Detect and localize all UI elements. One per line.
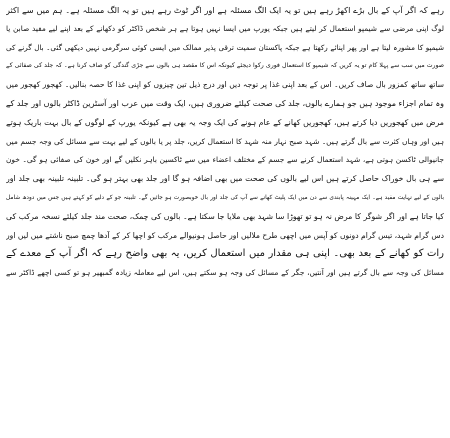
article-line-10: سے ہی بال خوراک حاصل کرتے ہیں اس لیے بالوں کی صحت میں بھی اضافہ ہو گا اور جلد بھی بہتر ہو گی۔ تلبینہ تلبینہ بھی جلد اور — [6, 174, 444, 184]
article-line-9: جانیوالی ٹاکسن ہوتی ہے، شہد استعمال کرنے سے جسم کے مختلف اعضاء میں سے ٹاکسین باہر نکلیں گے اور خون کی صفائی ہو گی۔ خون — [6, 155, 444, 165]
article-line-6: وہ تمام اجزاء موجود ہیں جو ہمارے بالوں، جلد کی صحت کیلئے ضروری ہیں، ایک وقت میں عرب اور آسٹرین ڈاکٹر بالوں اور جلد کے — [6, 98, 444, 108]
article-line-1: رہے کہ اگر آپ کے بال بڑے اکھڑ رہے ہیں تو یہ ایک الگ مسئلہ ہے اور اگر ٹوٹ رہے ہیں تو یہ الگ مسئلہ ہے۔ ہم میں سے اکثر — [6, 5, 444, 15]
article-line-13: دس گرام شہد، تیس گرام دونوں کو آپس میں اچھی طرح ملالیں اور حاصل ہونیوالے مرکب کو اچھا کر کے آدھا چمچ صبح ناشتے میں لیں اور — [6, 230, 444, 240]
article-line-2: لوگ اپنی مرضی سے شیمپو استعمال کر لیتے ہیں جبکہ یورپ میں ایسا نہیں ہوتا ہے ہر شخص ڈاکٹر کو دکھانے کے بعد اپنے لیے مفید صابن یا — [6, 23, 444, 33]
article-line-12: کیا جاتا ہے اور اگر شوگر کا مرض نہ ہو تو تھوڑا سا شہد بھی ملایا جا سکتا ہے۔ بالوں کی چمک، صحت مند جلد کیلئے نسخہ مرکب کی — [6, 211, 444, 221]
article-line-5: ساتھ ساتھ کمزور بال صاف کریں۔ اس کے بعد اپنی غذا پر توجہ دیں اور درج ذیل تین چیزوں کو اپنی غذا کا حصہ بنالیں۔ کھجور کھجور میں — [6, 80, 444, 90]
article-line-8: ہیں اور وہاں کثرت سے بال گرتے ہیں۔ شہد صبح نہار منہ شہد کا استعمال کریں، جلد پر یا بالوں کے لیے بہت سے مسائل کی وجہ جسم میں — [6, 136, 444, 146]
article-line-15: مسائل کی وجہ سے بال گرتے ہیں اور آنتیں، جگر کے مسائل کی وجہ ہو سکتے ہیں، اس لیے معاملہ زیادہ گمبھیر ہو تو کسی اچھے ڈاکٹر سے — [6, 268, 444, 278]
article-line-14: رات کو کھانے کے بعد بھی۔ اپنی ہی مقدار میں استعمال کریں، یہ بھی واضح رہے کہ اگر آپ کے معدے کے — [6, 248, 444, 260]
article-line-3: شیمپو کا مشورہ لیتا ہے اور پھر اپنائے رکھتا ہے جبکہ پاکستان سمیت ترقی پذیر ممالک میں ایسی کوئی سرگرمی نہیں دیکھی گئی۔ بال گرنے کی — [6, 42, 444, 52]
article-line-4: صورت میں سب سے پہلا کام تو یہ کریں کہ شیمپو کا استعمال فوری رکوا دیجئے کیونکہ اس کا مقصد ہی بالوں سے جڑی گندگی کو صاف کرنا ہے۔ کہ جلد کی صفائی کے — [6, 62, 444, 70]
article-line-7: مرض میں کھجوریں دیا کرتے ہیں، کھجوریں کھانے کے عام ہونے کی ایک وجہ یہ بھی ہے کیونکہ یورپ کے لوگوں کے بال بہت باریک ہوتے — [6, 117, 444, 127]
article-line-11: بالوں کے لیے نہایت مفید ہے۔ ایک مہینہ پابندی سے دن میں ایک پلیٹ کھانے سے آپ کی جلد اور بال خوبصورت ہو جائیں گے۔ تلبینہ جو کے دلیے کو کہتے ہیں جس میں دودھ شامل — [6, 194, 444, 201]
